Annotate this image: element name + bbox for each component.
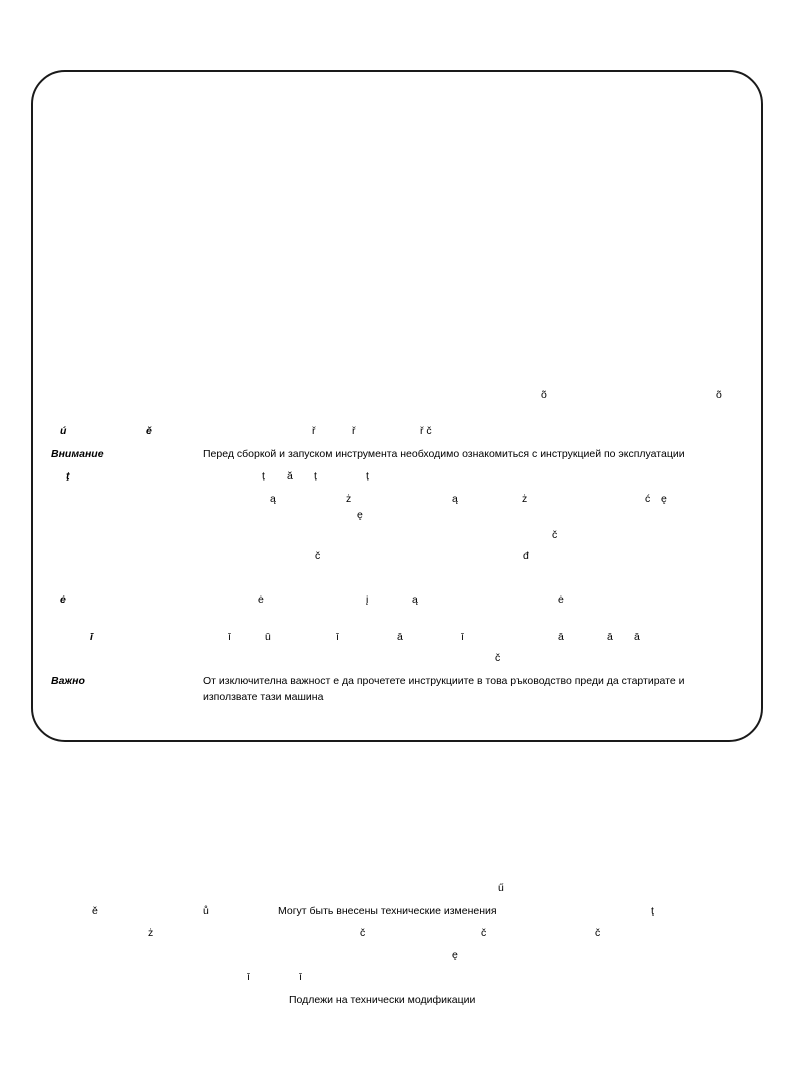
glyph: ę xyxy=(661,493,667,505)
footer-glyph: ű xyxy=(498,882,504,894)
glyph: ū xyxy=(265,631,271,643)
vazhno-text-line1: От изключителна важност е да прочетете инструкциите в това ръководство преди да стартирате и xyxy=(203,675,685,687)
glyph: ė xyxy=(258,594,264,606)
glyph: õ xyxy=(541,389,547,401)
glyph: ż xyxy=(522,493,528,505)
glyph-label: ú xyxy=(60,425,67,437)
footer-glyph: ů xyxy=(203,905,209,917)
footer-glyph: ī xyxy=(299,971,302,983)
glyph: ī xyxy=(461,631,464,643)
vazhno-text-line2: използвате тази машина xyxy=(203,691,324,703)
glyph: ř xyxy=(352,425,356,437)
glyph: č xyxy=(552,529,558,541)
glyph: ř xyxy=(312,425,316,437)
glyph: ț xyxy=(366,470,369,482)
footer-bg-text: Подлежи на технически модификации xyxy=(289,994,476,1006)
glyph: ț xyxy=(262,470,265,482)
glyph-label: ě xyxy=(146,425,152,437)
glyph-label: ė xyxy=(60,594,66,606)
glyph: ą xyxy=(452,493,458,505)
glyph: ī xyxy=(228,631,231,643)
glyph: į xyxy=(366,594,369,606)
glyph: ą xyxy=(270,493,276,505)
glyph: ā xyxy=(397,631,403,643)
glyph: õ xyxy=(716,389,722,401)
footer-glyph: č xyxy=(595,927,601,939)
glyph-label: ţ xyxy=(66,470,70,482)
glyph: ř č xyxy=(420,425,432,437)
glyph: ą xyxy=(412,594,418,606)
footer-ru-text: Могут быть внесены технические изменения xyxy=(278,905,497,917)
glyph: ė xyxy=(558,594,564,606)
glyph: đ xyxy=(523,550,529,562)
vnimanie-label: Внимание xyxy=(51,448,104,460)
footer-glyph: ě xyxy=(92,905,98,917)
glyph: ż xyxy=(346,493,352,505)
footer-glyph: ż xyxy=(148,927,154,939)
glyph: č xyxy=(495,652,501,664)
footer-glyph: č xyxy=(360,927,366,939)
footer-glyph: ī xyxy=(247,971,250,983)
vazhno-label: Важно xyxy=(51,675,85,687)
footer-glyph: č xyxy=(481,927,487,939)
glyph: ā xyxy=(634,631,640,643)
glyph-label: ī xyxy=(90,631,93,643)
glyph: ā xyxy=(558,631,564,643)
glyph: ę xyxy=(357,509,363,521)
glyph: č xyxy=(315,550,321,562)
footer-glyph: ę xyxy=(452,949,458,961)
glyph: ā xyxy=(607,631,613,643)
glyph: ć xyxy=(645,493,651,505)
glyph: ț xyxy=(314,470,317,482)
vnimanie-text: Перед сборкой и запуском инструмента необходимо ознакомиться с инструкцией по эксплуатации xyxy=(203,448,685,460)
footer-glyph: ţ xyxy=(651,905,654,917)
glyph: ī xyxy=(336,631,339,643)
glyph: ă xyxy=(287,470,293,482)
